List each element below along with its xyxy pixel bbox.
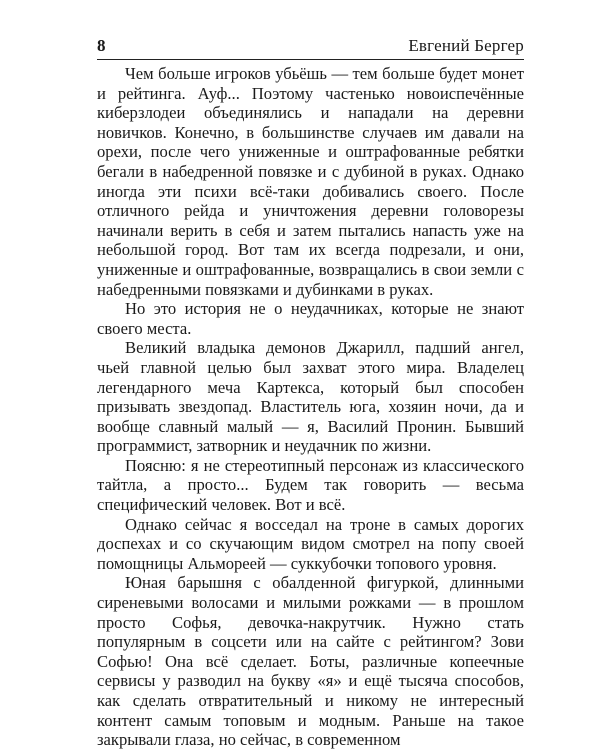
paragraph: Поясню: я не стереотипный персонаж из классического тайтла, а просто... Будем так говорить — весьма специфический человек. Вот и всё.: [97, 455, 524, 515]
page-number: 8: [97, 36, 106, 55]
paragraph: Но это история не о неудачниках, которые не знают своего места.: [97, 299, 524, 338]
page-header: [97, 30, 524, 60]
paragraph: Юная барышня с обалденной фигуркой, длинными сиреневыми волосами и милыми рожками — в прошлом просто Софья, девочка-накрутчик. Нужно стать популярным в соцсети или на сайте с рейтингом? Зови Софью! Она всё сделает. Боты, различные копеечные сервисы у разводил на букву «я» и ещё тысяча способов, как сделать отвратительный и никому не интересный контент самым топовым и модным. Раньше на такое закрывали глаза, но сейчас, в современном: [97, 573, 524, 750]
running-title: Евгений Бергер: [408, 36, 524, 55]
paragraph: Однако сейчас я восседал на троне в самых дорогих доспехах и со скучающим видом смотрел на попу своей помощницы Альмореей — суккубочки топового уровня.: [97, 514, 524, 573]
page-body: [97, 64, 524, 750]
paragraph: Чем больше игроков убьёшь — тем больше будет монет и рейтинга. Ауф... Поэтому частенько новоиспечённые киберзлодеи объединялись и нападали на деревни новичков. Конечно, в большинстве случаев им давали на орехи, после чего униженные и оштрафованные ребятки бегали в набедренной повязке и с дубиной в руках. Однако иногда эти психи всё-таки добивались своего. После отличного рейда и уничтожения деревни головорезы начинали верить в себя и затем пытались напасть уже на небольшой город. Вот там их всегда подрезали, и они, униженные и оштрафованные, возвращались в свои земли с набедренными повязками и дубинками в руках.: [97, 64, 524, 299]
paragraph: Великий владыка демонов Джарилл, падший ангел, чьей главной целью был захват этого мира. Владелец легендарного меча Картекса, который был способен призывать звездопад. Властитель юга, хозяин ночи, да и вообще славный малый — я, Василий Пронин. Бывший программист, затворник и неудачник по жизни.: [97, 338, 524, 456]
